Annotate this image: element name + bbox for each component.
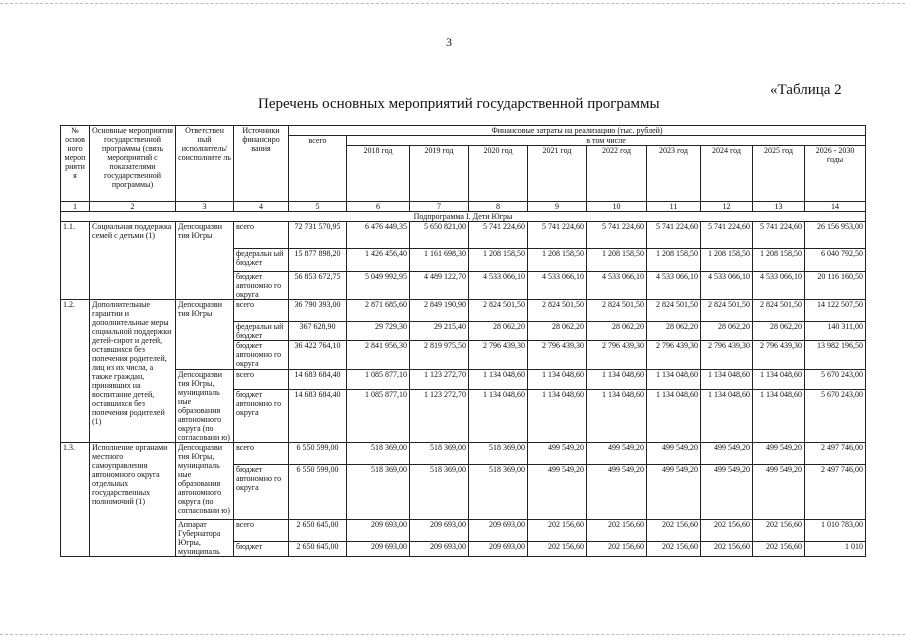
year-value: 29 729,30 xyxy=(347,322,410,341)
year-value: 499 549,20 xyxy=(647,443,701,465)
year-value: 28 062,20 xyxy=(753,322,805,341)
activity-name: Дополнительные гарантии и дополнительные меры социальной поддержки детей-сирот и детей, оставшихся без попечения родителей, лиц из их числа, а также граждан, принявших на воспитание детей, оставшихся без попечения родителей (1) xyxy=(90,300,176,443)
year-value: 202 156,60 xyxy=(753,541,805,556)
year-value: 1 134 048,60 xyxy=(469,389,528,442)
total-value: 14 683 684,40 xyxy=(289,370,347,390)
year-value: 1 134 048,60 xyxy=(587,370,647,390)
funding-source: федеральн ый бюджет xyxy=(234,322,289,341)
year-value: 2 796 439,30 xyxy=(701,341,753,370)
header-year: 2019 год xyxy=(410,146,469,202)
year-value: 28 062,20 xyxy=(647,322,701,341)
total-value: 36 422 764,10 xyxy=(289,341,347,370)
year-value: 1 134 048,60 xyxy=(701,389,753,442)
year-value: 5 741 224,60 xyxy=(469,222,528,249)
funding-source: федеральн ый бюджет xyxy=(234,249,289,272)
year-value: 518 369,00 xyxy=(410,443,469,465)
year-value: 5 670 243,00 xyxy=(805,370,866,390)
year-value: 1 134 048,60 xyxy=(528,389,587,442)
year-value: 28 062,20 xyxy=(469,322,528,341)
year-value: 2 824 501,50 xyxy=(587,300,647,322)
year-value: 202 156,60 xyxy=(701,541,753,556)
year-value: 1 134 048,60 xyxy=(469,370,528,390)
year-value: 140 311,00 xyxy=(805,322,866,341)
year-value: 2 796 439,30 xyxy=(647,341,701,370)
funding-source: всего xyxy=(234,370,289,390)
year-value: 1 134 048,60 xyxy=(701,370,753,390)
year-value: 499 549,20 xyxy=(528,443,587,465)
year-value: 1 010 xyxy=(805,541,866,556)
year-value: 202 156,60 xyxy=(528,541,587,556)
column-number: 2 xyxy=(90,202,176,212)
year-value: 518 369,00 xyxy=(410,465,469,520)
year-value: 5 741 224,60 xyxy=(647,222,701,249)
column-number: 12 xyxy=(701,202,753,212)
column-number: 1 xyxy=(61,202,90,212)
total-value: 367 628,90 xyxy=(289,322,347,341)
year-value: 499 549,20 xyxy=(753,443,805,465)
column-number: 9 xyxy=(528,202,587,212)
total-value: 15 877 898,20 xyxy=(289,249,347,272)
total-value: 56 853 672,75 xyxy=(289,272,347,300)
total-value: 36 790 393,00 xyxy=(289,300,347,322)
responsible-executor: Депсоцразви тия Югры, муниципаль ные образования автономного округа (по согласовани ю) xyxy=(176,443,234,520)
column-number: 4 xyxy=(234,202,289,212)
responsible-executor: Депсоцразви тия Югры xyxy=(176,300,234,370)
column-number: 6 xyxy=(347,202,410,212)
table-row xyxy=(61,520,866,542)
subprogram-heading: Подпрограмма I. Дети Югры xyxy=(61,212,866,222)
year-value: 518 369,00 xyxy=(469,465,528,520)
year-value: 1 134 048,60 xyxy=(647,370,701,390)
year-value: 209 693,00 xyxy=(347,541,410,556)
year-value: 1 208 158,50 xyxy=(469,249,528,272)
year-value: 499 549,20 xyxy=(528,465,587,520)
column-number: 5 xyxy=(289,202,347,212)
activity-name: Исполнение органами местного самоуправления автономного округа отдельных государственных полномочий (1) xyxy=(90,443,176,557)
header-main-activity: Основные мероприятия государственной программы (связь мероприятий с показателями государственной программы) xyxy=(90,126,176,202)
page-bottom-edge xyxy=(0,634,905,636)
table-row xyxy=(61,300,866,322)
column-number: 11 xyxy=(647,202,701,212)
activity-name: Социальная поддержка семей с детьми (1) xyxy=(90,222,176,300)
year-value: 1 085 877,10 xyxy=(347,370,410,390)
column-number: 8 xyxy=(469,202,528,212)
year-value: 1 208 158,50 xyxy=(587,249,647,272)
year-value: 202 156,60 xyxy=(701,520,753,542)
header-including: в том числе xyxy=(347,136,866,146)
year-value: 499 549,20 xyxy=(701,443,753,465)
year-value: 518 369,00 xyxy=(469,443,528,465)
table-row xyxy=(61,222,866,249)
year-value: 1 123 272,70 xyxy=(410,370,469,390)
year-value: 5 049 992,95 xyxy=(347,272,410,300)
year-value: 202 156,60 xyxy=(528,520,587,542)
year-value: 2 497 746,00 xyxy=(805,443,866,465)
year-value: 4 533 066,10 xyxy=(753,272,805,300)
row-number: 1.3. xyxy=(61,443,90,557)
year-value: 2 796 439,30 xyxy=(587,341,647,370)
year-value: 2 497 746,00 xyxy=(805,465,866,520)
year-value: 1 208 158,50 xyxy=(647,249,701,272)
year-value: 499 549,20 xyxy=(647,465,701,520)
total-value: 6 550 599,00 xyxy=(289,465,347,520)
header-year: 2020 год xyxy=(469,146,528,202)
year-value: 20 116 160,50 xyxy=(805,272,866,300)
year-value: 2 871 685,60 xyxy=(347,300,410,322)
row-number: 1.1. xyxy=(61,222,90,300)
responsible-executor: Депсоцразви тия Югры xyxy=(176,222,234,300)
year-value: 28 062,20 xyxy=(528,322,587,341)
year-value: 1 134 048,60 xyxy=(528,370,587,390)
header-total: всего xyxy=(289,136,347,202)
year-value: 2 849 190,90 xyxy=(410,300,469,322)
year-value: 4 533 066,10 xyxy=(647,272,701,300)
year-value: 209 693,00 xyxy=(410,520,469,542)
year-value: 202 156,60 xyxy=(587,520,647,542)
year-value: 14 122 507,50 xyxy=(805,300,866,322)
funding-source: бюджет автономно го округа xyxy=(234,389,289,442)
program-table xyxy=(60,125,866,557)
year-value: 4 533 066,10 xyxy=(528,272,587,300)
year-value: 1 134 048,60 xyxy=(587,389,647,442)
year-value: 1 134 048,60 xyxy=(647,389,701,442)
year-value: 2 796 439,30 xyxy=(753,341,805,370)
funding-source: бюджет xyxy=(234,541,289,556)
year-value: 518 369,00 xyxy=(347,443,410,465)
year-value: 2 796 439,30 xyxy=(469,341,528,370)
year-value: 5 650 821,00 xyxy=(410,222,469,249)
funding-source: всего xyxy=(234,443,289,465)
year-value: 202 156,60 xyxy=(647,520,701,542)
funding-source: всего xyxy=(234,300,289,322)
year-value: 2 824 501,50 xyxy=(753,300,805,322)
year-value: 26 156 953,00 xyxy=(805,222,866,249)
year-value: 4 533 066,10 xyxy=(469,272,528,300)
year-value: 28 062,20 xyxy=(701,322,753,341)
year-value: 1 161 698,30 xyxy=(410,249,469,272)
year-value: 5 670 243,00 xyxy=(805,389,866,442)
total-value: 2 650 645,00 xyxy=(289,541,347,556)
header-year: 2024 год xyxy=(701,146,753,202)
funding-source: бюджет автономно го округа xyxy=(234,272,289,300)
year-value: 499 549,20 xyxy=(587,443,647,465)
year-value: 5 741 224,60 xyxy=(587,222,647,249)
responsible-executor: Аппарат Губернатора Югры, муниципаль xyxy=(176,520,234,557)
year-value: 1 208 158,50 xyxy=(753,249,805,272)
funding-source: всего xyxy=(234,520,289,542)
year-value: 202 156,60 xyxy=(647,541,701,556)
header-responsible: Ответствен ный исполнитель/ соисполните ль xyxy=(176,126,234,202)
year-value: 6 476 449,35 xyxy=(347,222,410,249)
header-year: 2021 год xyxy=(528,146,587,202)
column-number: 3 xyxy=(176,202,234,212)
header-year: 2026 - 2030 годы xyxy=(805,146,866,202)
year-value: 1 085 877,10 xyxy=(347,389,410,442)
year-value: 2 824 501,50 xyxy=(528,300,587,322)
year-value: 2 824 501,50 xyxy=(647,300,701,322)
year-value: 2 824 501,50 xyxy=(469,300,528,322)
year-value: 209 693,00 xyxy=(469,541,528,556)
year-value: 1 134 048,60 xyxy=(753,370,805,390)
year-value: 209 693,00 xyxy=(347,520,410,542)
column-number: 14 xyxy=(805,202,866,212)
header-year: 2018 год xyxy=(347,146,410,202)
column-number: 10 xyxy=(587,202,647,212)
header-year: 2023 год xyxy=(647,146,701,202)
year-value: 2 819 975,50 xyxy=(410,341,469,370)
header-no: № основ ного мероп рияти я xyxy=(61,126,90,202)
header-financial-costs: Финансовые затраты на реализацию (тыс. рублей) xyxy=(289,126,866,136)
total-value: 14 683 684,40 xyxy=(289,389,347,442)
responsible-executor: Депсоцразви тия Югры, муниципаль ные образования автономного округа (по согласовани ю) xyxy=(176,370,234,443)
year-value: 202 156,60 xyxy=(753,520,805,542)
column-number: 7 xyxy=(410,202,469,212)
year-value: 1 208 158,50 xyxy=(701,249,753,272)
year-value: 499 549,20 xyxy=(701,465,753,520)
year-value: 29 215,40 xyxy=(410,322,469,341)
year-value: 4 489 122,70 xyxy=(410,272,469,300)
year-value: 5 741 224,60 xyxy=(701,222,753,249)
year-value: 1 426 456,40 xyxy=(347,249,410,272)
year-value: 4 533 066,10 xyxy=(701,272,753,300)
year-value: 499 549,20 xyxy=(753,465,805,520)
funding-source: бюджет автономно го округа xyxy=(234,341,289,370)
year-value: 1 208 158,50 xyxy=(528,249,587,272)
page-top-edge xyxy=(0,3,905,5)
funding-source: бюджет автономно го округа xyxy=(234,465,289,520)
year-value: 1 123 272,70 xyxy=(410,389,469,442)
year-value: 518 369,00 xyxy=(347,465,410,520)
year-value: 13 982 196,50 xyxy=(805,341,866,370)
year-value: 499 549,20 xyxy=(587,465,647,520)
page-number: 3 xyxy=(446,35,452,49)
year-value: 202 156,60 xyxy=(587,541,647,556)
page-title: Перечень основных мероприятий государственной программы xyxy=(258,96,660,112)
total-value: 2 650 645,00 xyxy=(289,520,347,542)
total-value: 72 731 570,95 xyxy=(289,222,347,249)
header-funding-source: Источники финансиро вания xyxy=(234,126,289,202)
header-year: 2022 год xyxy=(587,146,647,202)
year-value: 28 062,20 xyxy=(587,322,647,341)
year-value: 5 741 224,60 xyxy=(753,222,805,249)
year-value: 1 134 048,60 xyxy=(753,389,805,442)
column-number: 13 xyxy=(753,202,805,212)
year-value: 4 533 066,10 xyxy=(587,272,647,300)
table-row xyxy=(61,443,866,465)
header-year: 2025 год xyxy=(753,146,805,202)
table-row xyxy=(61,370,866,390)
year-value: 5 741 224,60 xyxy=(528,222,587,249)
year-value: 1 010 783,00 xyxy=(805,520,866,542)
table-label: «Таблица 2 xyxy=(770,82,842,98)
year-value: 209 693,00 xyxy=(410,541,469,556)
year-value: 2 796 439,30 xyxy=(528,341,587,370)
year-value: 6 040 792,50 xyxy=(805,249,866,272)
row-number: 1.2. xyxy=(61,300,90,443)
total-value: 6 550 599,00 xyxy=(289,443,347,465)
year-value: 209 693,00 xyxy=(469,520,528,542)
year-value: 2 824 501,50 xyxy=(701,300,753,322)
funding-source: всего xyxy=(234,222,289,249)
year-value: 2 841 956,30 xyxy=(347,341,410,370)
